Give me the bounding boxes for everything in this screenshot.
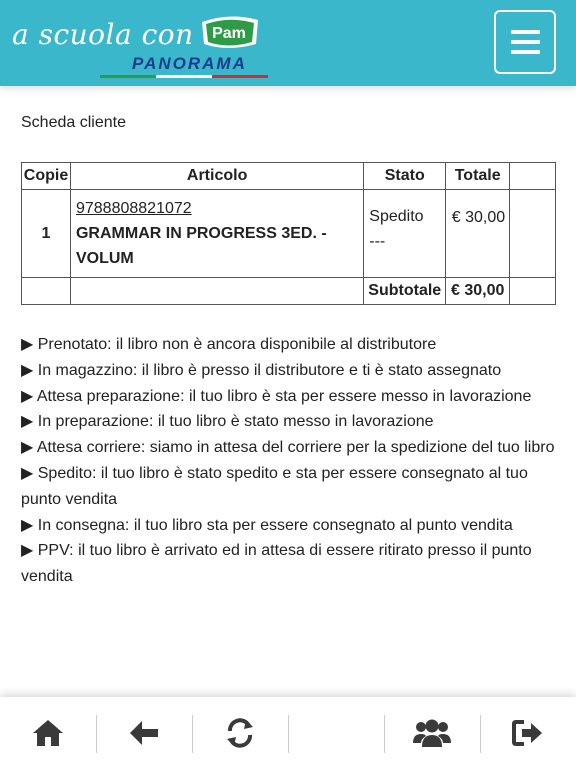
- status-text: Spedito: [369, 208, 424, 225]
- status-note: ---: [369, 233, 386, 250]
- page-title: Scheda cliente: [21, 114, 126, 131]
- pam-label: Pam: [212, 25, 246, 42]
- hamburger-menu-button[interactable]: [494, 10, 556, 74]
- home-button[interactable]: [20, 697, 76, 768]
- col-articolo: Articolo: [70, 163, 363, 190]
- order-table: [21, 162, 556, 305]
- logout-button[interactable]: [500, 697, 556, 768]
- subtotal-empty-cell: [510, 278, 556, 305]
- book-title: GRAMMAR IN PROGRESS 3ED. - VOLUM: [75, 225, 327, 267]
- row-total: € 30,00: [446, 190, 510, 278]
- isbn-link[interactable]: 9788808821072: [75, 200, 192, 217]
- status-legend: [21, 332, 561, 590]
- subtotal-label: Subtotale: [364, 278, 446, 305]
- row-article: [70, 190, 363, 278]
- subtotal-empty-cell: [22, 278, 71, 305]
- refresh-button[interactable]: [212, 697, 268, 768]
- separator: [288, 715, 289, 753]
- sign-out-icon: [511, 718, 545, 748]
- legend-item: ▶ In preparazione: il tuo libro è stato messo in lavorazione: [21, 413, 434, 431]
- back-button[interactable]: [116, 697, 172, 768]
- subtotal-value: € 30,00: [446, 278, 510, 305]
- row-qty: 1: [22, 190, 71, 278]
- menu-bar: [511, 50, 540, 54]
- separator: [384, 715, 385, 753]
- panorama-label: PANORAMA: [132, 54, 247, 73]
- legend-item: ▶ Attesa preparazione: il tuo libro è sta per essere messo in lavorazione: [21, 387, 532, 405]
- users-button[interactable]: [404, 697, 460, 768]
- logo-text: a scuola con: [12, 18, 194, 51]
- arrow-left-icon: [128, 719, 160, 747]
- legend-item: ▶ Spedito: il tuo libro è stato spedito e sta per essere consegnato al tuo punto vendita: [21, 464, 528, 508]
- legend-item: ▶ In consegna: il tuo libro sta per essere consegnato al punto vendita: [21, 516, 513, 534]
- home-icon: [31, 718, 65, 748]
- panorama-logo: [100, 52, 268, 78]
- legend-item: ▶ In magazzino: il libro è presso il distributore e ti è stato assegnato: [21, 361, 502, 379]
- table-row: [22, 190, 556, 278]
- pam-logo: [198, 14, 262, 52]
- legend-item: ▶ Prenotato: il libro non è ancora disponibile al distributore: [21, 336, 437, 353]
- users-icon: [412, 718, 452, 748]
- col-empty: [510, 163, 556, 190]
- separator: [480, 715, 481, 753]
- separator: [192, 715, 193, 753]
- bottom-nav: [0, 697, 576, 768]
- table-header-row: [22, 163, 556, 190]
- refresh-icon: [224, 717, 256, 749]
- separator: [96, 715, 97, 753]
- menu-bar: [511, 40, 540, 44]
- col-totale: Totale: [446, 163, 510, 190]
- legend-item: ▶ PPV: il tuo libro è arrivato ed in attesa di essere ritirato presso il punto vendita: [21, 542, 532, 586]
- col-stato: Stato: [364, 163, 446, 190]
- app-header: [0, 0, 576, 86]
- subtotal-row: [22, 278, 556, 305]
- row-status: [364, 190, 446, 278]
- col-copie: Copie: [22, 163, 71, 190]
- legend-item: ▶ Attesa corriere: siamo in attesa del corriere per la spedizione del tuo libro: [21, 439, 555, 457]
- row-empty-cell: [510, 190, 556, 278]
- subtotal-empty-cell: [70, 278, 363, 305]
- menu-bar: [511, 30, 540, 34]
